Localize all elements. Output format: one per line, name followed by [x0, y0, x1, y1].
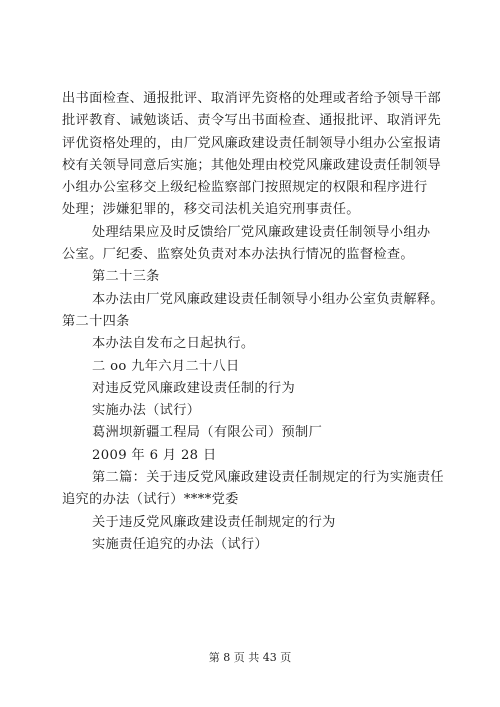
page-number-footer: 第 8 页 共 43 页: [208, 651, 292, 664]
body-line: 小组办公室移交上级纪检监察部门按照规定的权限和程序进行: [62, 180, 428, 196]
section-heading: 第二篇：关于违反党风廉政建设责任制规定的行为实施责任: [92, 470, 444, 486]
title-line: 实施办法（试行）: [92, 403, 201, 419]
date-line: 2009 年 6 月 28 日: [92, 447, 217, 463]
title-line: 关于违反党风廉政建设责任制规定的行为: [92, 514, 336, 530]
body-line: 校有关领导同意后实施；其他处理由校党风廉政建设责任制领导: [62, 157, 442, 173]
body-line: 处理；涉嫌犯罪的，移交司法机关追究刑事责任。: [62, 202, 360, 218]
body-line: 批评教育、诫勉谈话、责令写出书面检查、通报批评、取消评先: [62, 113, 442, 129]
body-line: 评优资格处理的，由厂党风廉政建设责任制领导小组办公室报请: [62, 135, 442, 151]
body-line: 公室。厂纪委、监察处负责对本办法执行情况的监督检查。: [62, 247, 414, 263]
issuer-line: 葛洲坝新疆工程局（有限公司）预制厂: [92, 425, 323, 441]
document-body: [62, 88, 452, 556]
title-line: 对违反党风廉政建设责任制的行为: [92, 380, 296, 396]
date-line: 二 oo 九年六月二十八日: [92, 358, 240, 374]
body-line: 处理结果应及时反馈给厂党风廉政建设责任制领导小组办: [92, 224, 431, 240]
article-heading: 第二十四条: [62, 313, 130, 329]
body-line: 本办法由厂党风廉政建设责任制领导小组办公室负责解释。: [92, 291, 444, 307]
body-line: 本办法自发布之日起执行。: [92, 336, 255, 352]
body-line: 出书面检查、通报批评、取消评先资格的处理或者给予领导干部: [62, 91, 442, 106]
section-heading: 追究的办法（试行）****党委: [62, 492, 239, 508]
article-heading: 第二十三条: [92, 269, 160, 285]
title-line: 实施责任追究的办法（试行）: [92, 536, 268, 552]
